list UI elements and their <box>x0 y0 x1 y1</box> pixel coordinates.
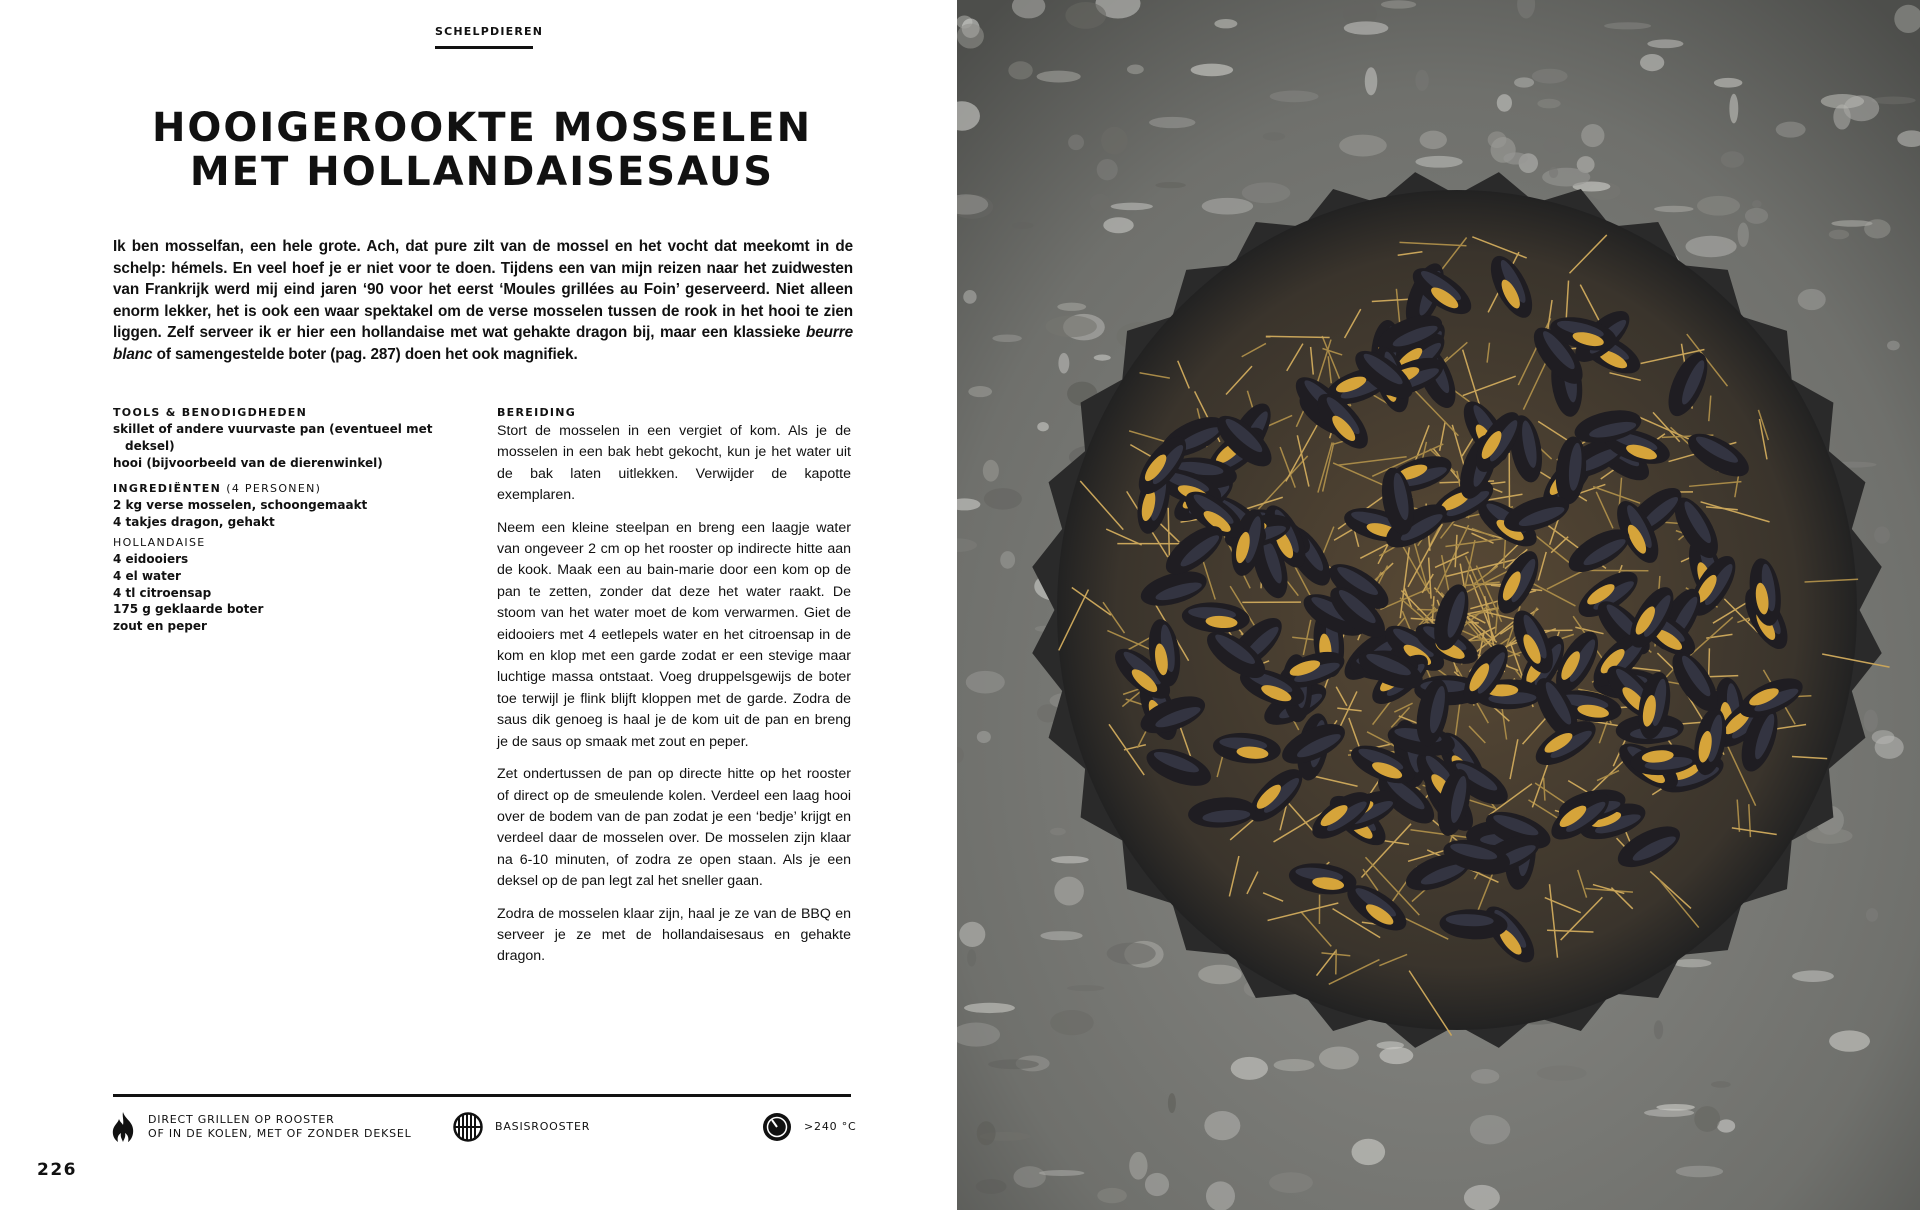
thermometer-gauge-icon <box>762 1112 792 1142</box>
method-paragraph: Zet ondertussen de pan op directe hitte op het rooster of direct op de smeulende kolen. Verdeel een laag hooi over de bodem van de pan zodat je een ‘bedje’ krijgt en verdeel daar de mosselen over. De mosselen zijn klaar na 6-10 minuten, of zodra ze open staan. Als je een deksel op de pan legt zal het sneller gaan. <box>497 766 851 890</box>
temperature <box>762 1112 857 1142</box>
section-label: SCHELPDIEREN <box>435 25 544 38</box>
grill-type <box>453 1112 590 1142</box>
recipe-title <box>113 106 851 194</box>
section-underline <box>435 46 533 49</box>
ingredients-group <box>113 481 443 531</box>
method-heading: BEREIDING <box>497 406 577 419</box>
list-item: 4 takjes dragon, gehakt <box>113 515 275 530</box>
list-item: 175 g geklaarde boter <box>113 602 264 617</box>
temperature-text: >240 °C <box>804 1120 857 1133</box>
title-line-1: HOOIGEROOKTE MOSSELEN <box>151 105 813 151</box>
grill-type-text: BASISROOSTER <box>495 1120 591 1133</box>
flame-icon <box>110 1112 136 1142</box>
list-item: 4 eidooiers <box>113 551 189 566</box>
list-item: 2 kg verse mosselen, schoongemaakt <box>113 498 368 513</box>
cooking-method <box>110 1112 412 1142</box>
intro-text: Ik ben mosselfan, een hele grote. Ach, dat pure zilt van de mossel en het vocht dat meekomt in de schelp: hémels. En veel hoef je er niet voor te doen. Tijdens een van mijn reizen naar het zuidwesten van Frankrijk werd mij eind jaren ‘90 voor het eerst ‘Moules grillées au Foin’ geserveerd. Niet alleen enorm lekker, het is ook een waar spektakel om de verse mosselen tussen de rook in het hooi te zien liggen. Zelf serveer ik er hier een hollandaise met wat gehakte dragon bij, maar een klassieke <box>113 238 853 342</box>
method-line-2: OF IN DE KOLEN, MET OF ZONDER DEKSEL <box>148 1127 412 1140</box>
ingredients-heading <box>113 481 443 497</box>
grill-grate-icon <box>453 1112 483 1142</box>
method-paragraph: Neem een kleine steelpan en breng een laagje water van ongeveer 2 cm op het rooster op indirecte hitte aan de kook. Maak een au bain-marie door een kom op de pan te zetten, zonder dat deze het water raakt. De stoom van het water moet de kom verwarmen. Giet de eidooiers met 4 eetlepels water en het citroensap in de kom en klop met een garde zodat er een stevige maar luchtige massa ontstaat. Voeg druppelsgewijs de boter toe terwijl je flink blijft kloppen met de garde. Zodra de saus dik genoeg is haal je de kom uit de pan en breng je de saus op smaak met zout en peper. <box>497 519 851 750</box>
servings: (4 PERSONEN) <box>226 482 322 496</box>
method-paragraph: Stort de mosselen in een vergiet of kom. Als je de mosselen in een bak hebt gekocht, kun je het water uit de bak laten uitlekken. Verwijder de kapotte exemplaren. <box>497 423 851 504</box>
mussels-in-pan-image <box>957 0 1920 1210</box>
intro-paragraph <box>113 236 853 366</box>
list-item: hooi (bijvoorbeeld van de dierenwinkel) <box>113 455 383 470</box>
intro-text-end: of samengestelde boter (pag. 287) doen het ook magnifiek. <box>152 345 578 363</box>
list-item: 4 el water <box>113 568 181 583</box>
mussels-photo <box>957 0 1920 1210</box>
method-paragraph: Zodra de mosselen klaar zijn, haal je ze van de BBQ en serveer je ze met de hollandaisesaus en gehakte dragon. <box>497 905 851 965</box>
method-column <box>497 405 851 979</box>
list-item: skillet of andere vuurvaste pan (eventueel met deksel) <box>113 422 433 453</box>
method-line-1: DIRECT GRILLEN OP ROOSTER <box>148 1113 335 1126</box>
list-item: 4 tl citroensap <box>113 585 212 600</box>
title-line-2: MET HOLLANDAISESAUS <box>189 149 775 195</box>
footer-divider <box>113 1094 851 1097</box>
cooking-method-text <box>148 1113 412 1141</box>
recipe-page <box>0 0 957 1210</box>
ingredients-title: INGREDIËNTEN <box>113 482 222 496</box>
hollandaise-heading: HOLLANDAISE <box>113 535 206 549</box>
hollandaise-group <box>113 535 443 635</box>
list-item: zout en peper <box>113 619 207 634</box>
tools-heading: TOOLS & BENODIGDHEDEN <box>113 406 308 419</box>
page-number: 226 <box>37 1160 77 1180</box>
intro-italic: beurre blanc <box>113 324 853 363</box>
tools-group <box>113 405 443 471</box>
ingredients-column <box>113 405 443 635</box>
